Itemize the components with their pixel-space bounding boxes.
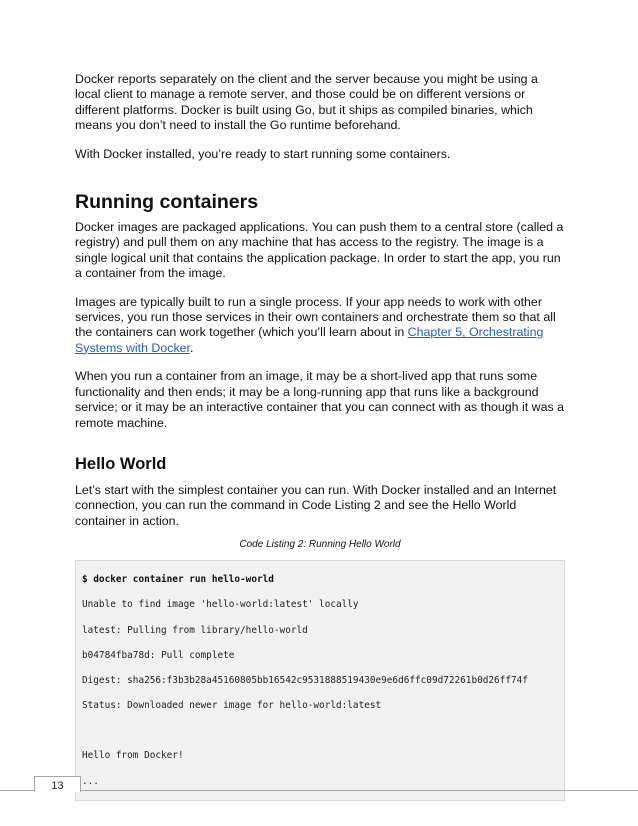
code-blank-line — [82, 718, 556, 743]
code-listing-caption: Code Listing 2: Running Hello World — [239, 539, 401, 551]
page-number: 13 — [34, 776, 81, 792]
code-command-line: $ docker container run hello-world — [82, 574, 274, 586]
running-paragraph-1: Docker images are packaged applications. You can push them to a central store (called a registry) and pull them on any machine that has access to the registry. The image is a single logical unit that contains the application package. In order to start the app, you run a container from the image. — [75, 220, 564, 281]
chapter-5-link[interactable]: Chapter 5, Orchestrating Systems with Docker — [75, 325, 544, 355]
hello-paragraph-1: Let’s start with the simplest container you can run. With Docker installed and an Internet connection, you can run the command in Code Listing 2 and see the Hello World container in action. — [75, 482, 557, 528]
code-output-line: Hello from Docker! — [82, 750, 184, 762]
page-content — [75, 72, 565, 801]
code-output-line: b04784fba78d: Pull complete — [82, 649, 235, 661]
intro-paragraph-2: With Docker installed, you’re ready to start running some containers. — [75, 146, 451, 161]
section-heading-hello-world: Hello World — [75, 454, 167, 473]
running-paragraph-3: When you run a container from an image, it may be a short-lived app that runs some functionality and then ends; it may be a long-running app that runs like a background service; or it may be an interactive container that you can connect with as though it was a remote machine. — [75, 369, 565, 430]
code-output-line: latest: Pulling from library/hello-world — [82, 624, 308, 636]
intro-paragraph-1: Docker reports separately on the client and the server because you might be using a local client to manage a remote server, and those could be on different versions or different platforms. Docker is built using Go, but it ships as compiled binaries, which means you don’t need to install the Go runtime beforehand. — [75, 72, 538, 133]
code-output-line: Status: Downloaded newer image for hello-world:latest — [82, 700, 382, 712]
running-paragraph-2 — [75, 295, 565, 357]
code-output-line: Unable to find image 'hello-world:latest' locally — [82, 599, 359, 611]
code-listing — [75, 560, 565, 801]
section-heading-running-containers: Running containers — [75, 191, 259, 214]
code-output-line: Digest: sha256:f3b3b28a45160805bb16542c9531888519430e9e6d6ffc09d72261b0d26ff74f — [82, 674, 528, 686]
code-output-line: ... — [82, 775, 99, 787]
running-paragraph-2-end: . — [190, 340, 194, 355]
footer-rule — [0, 790, 638, 791]
running-paragraph-2-text: Images are typically built to run a single process. If your app needs to work with other services, you run those services in their own containers and orchestrate them so that all the containers can work together (which you’ll learn about in — [75, 294, 556, 340]
